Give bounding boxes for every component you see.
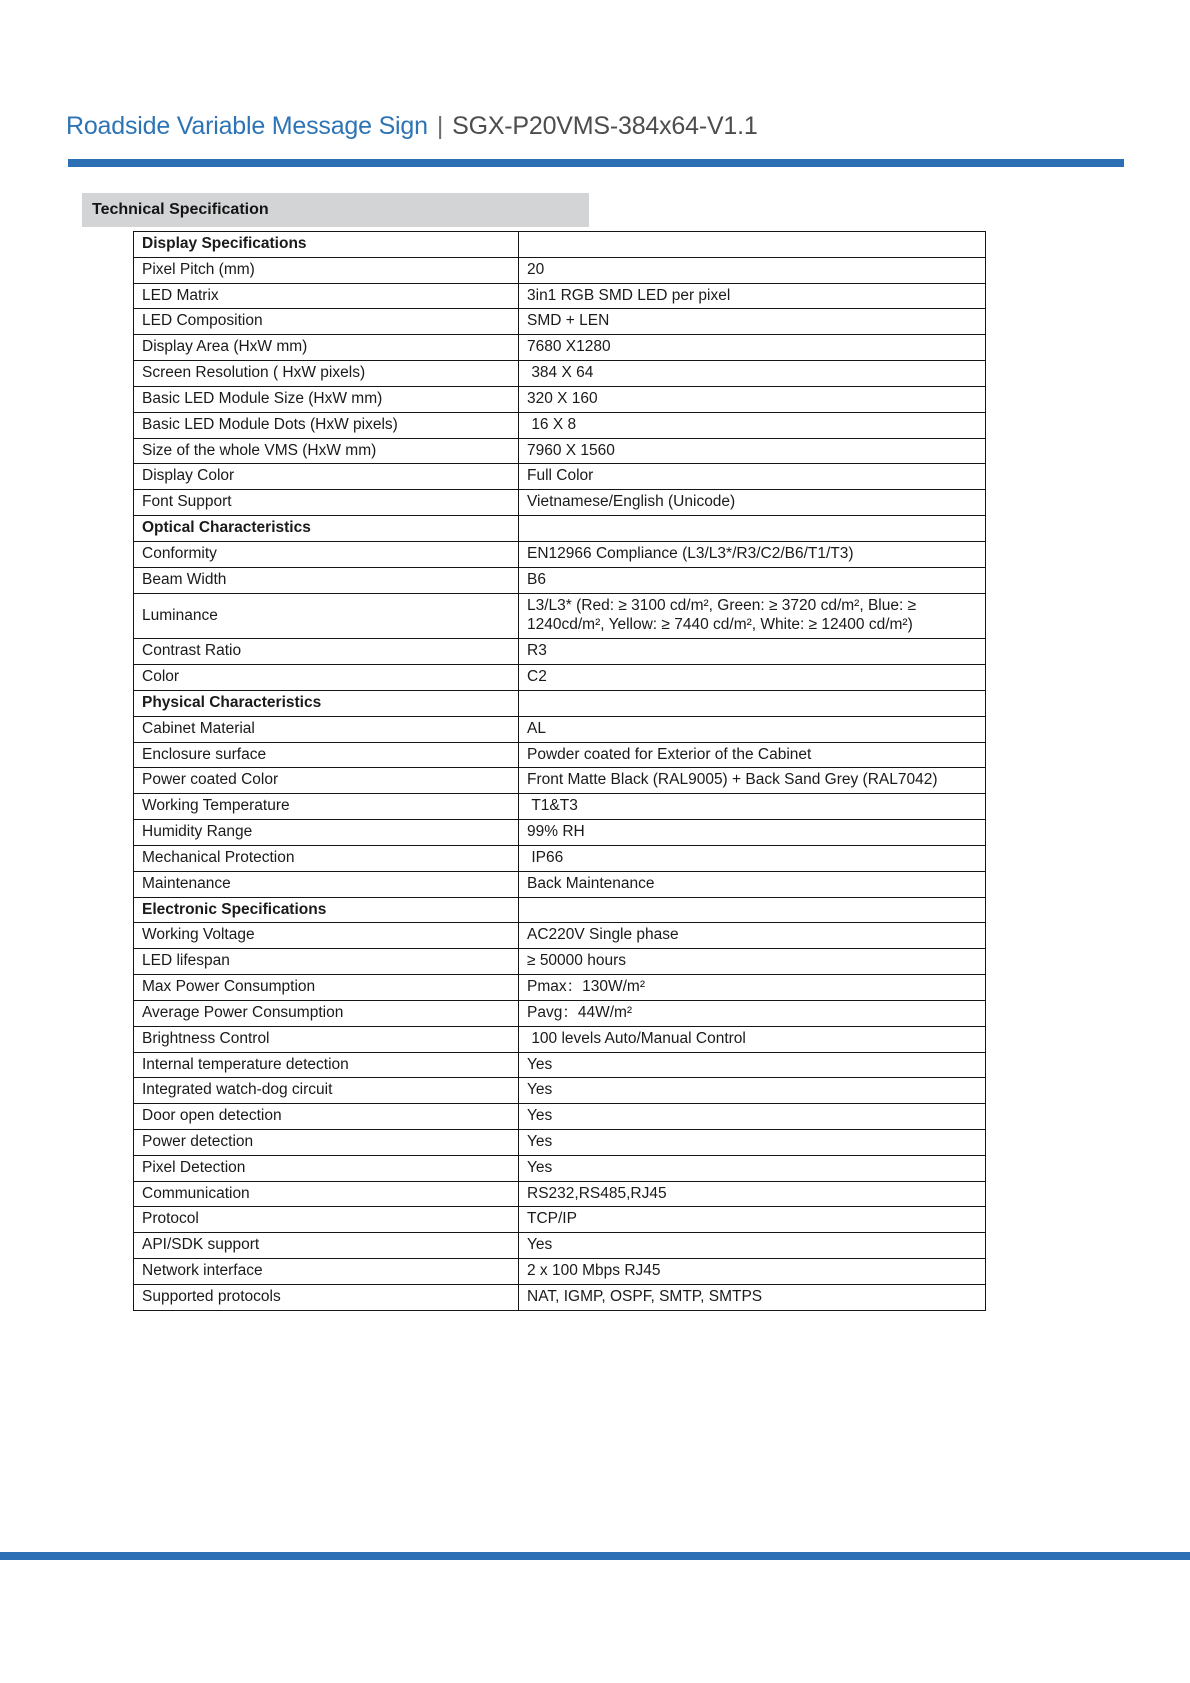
table-row [134,768,986,794]
spec-label: Maintenance [134,871,519,897]
table-row [134,949,986,975]
header-rule [68,159,1124,167]
table-row [134,257,986,283]
spec-value [519,232,986,258]
spec-value: Vietnamese/English (Unicode) [519,490,986,516]
table-row [134,1104,986,1130]
spec-value: IP66 [519,845,986,871]
spec-value [519,690,986,716]
table-row [134,283,986,309]
spec-value: RS232,RS485,RJ45 [519,1181,986,1207]
table-row [134,690,986,716]
spec-label: Contrast Ratio [134,639,519,665]
spec-value: 7680 X1280 [519,335,986,361]
spec-value: T1&T3 [519,794,986,820]
spec-label: Internal temperature detection [134,1052,519,1078]
spec-table-body [134,232,986,1311]
spec-label: Mechanical Protection [134,845,519,871]
spec-label: Physical Characteristics [134,690,519,716]
spec-value: Pmax：130W/m² [519,975,986,1001]
spec-value: NAT, IGMP, OSPF, SMTP, SMTPS [519,1284,986,1310]
table-row [134,464,986,490]
table-row [134,1078,986,1104]
spec-label: Power detection [134,1129,519,1155]
page-title [66,112,1126,141]
section-header-bar [82,193,589,227]
spec-table [133,231,986,1311]
spec-value: AC220V Single phase [519,923,986,949]
spec-label: Color [134,665,519,691]
table-row [134,897,986,923]
table-row [134,567,986,593]
spec-label: Communication [134,1181,519,1207]
spec-label: API/SDK support [134,1233,519,1259]
spec-value: 7960 X 1560 [519,438,986,464]
spec-label: Power coated Color [134,768,519,794]
footer-rule [0,1552,1190,1560]
spec-value: Pavg：44W/m² [519,1000,986,1026]
spec-value: Back Maintenance [519,871,986,897]
spec-value: EN12966 Compliance (L3/L3*/R3/C2/B6/T1/T3) [519,541,986,567]
table-row [134,1026,986,1052]
spec-value [519,516,986,542]
spec-value: Yes [519,1104,986,1130]
spec-label: Average Power Consumption [134,1000,519,1026]
spec-label: Protocol [134,1207,519,1233]
spec-label: LED Composition [134,309,519,335]
table-row [134,845,986,871]
spec-value: 16 X 8 [519,412,986,438]
table-row [134,1052,986,1078]
table-row [134,1259,986,1285]
spec-value: Powder coated for Exterior of the Cabinet [519,742,986,768]
table-row [134,1207,986,1233]
spec-label: Luminance [134,593,519,639]
table-row [134,820,986,846]
table-row [134,1000,986,1026]
table-row [134,975,986,1001]
table-row [134,232,986,258]
table-row [134,309,986,335]
spec-label: Integrated watch-dog circuit [134,1078,519,1104]
spec-value: 100 levels Auto/Manual Control [519,1026,986,1052]
spec-label: LED lifespan [134,949,519,975]
spec-value: C2 [519,665,986,691]
spec-label: Display Specifications [134,232,519,258]
table-row [134,516,986,542]
table-row [134,923,986,949]
spec-value: TCP/IP [519,1207,986,1233]
spec-value: ≥ 50000 hours [519,949,986,975]
spec-value: Front Matte Black (RAL9005) + Back Sand Grey (RAL7042) [519,768,986,794]
spec-label: Working Temperature [134,794,519,820]
table-row [134,742,986,768]
table-row [134,361,986,387]
table-row [134,1181,986,1207]
spec-label: LED Matrix [134,283,519,309]
spec-value: 99% RH [519,820,986,846]
table-row [134,871,986,897]
spec-value: Full Color [519,464,986,490]
section-header-label: Technical Specification [92,201,269,218]
table-row [134,438,986,464]
title-separator: | [436,112,444,140]
spec-label: Display Area (HxW mm) [134,335,519,361]
spec-value [519,897,986,923]
spec-label: Working Voltage [134,923,519,949]
table-row [134,665,986,691]
table-row [134,639,986,665]
table-row [134,794,986,820]
spec-label: Optical Characteristics [134,516,519,542]
spec-value: 3in1 RGB SMD LED per pixel [519,283,986,309]
spec-value: 320 X 160 [519,386,986,412]
spec-label: Network interface [134,1259,519,1285]
spec-label: Brightness Control [134,1026,519,1052]
table-row [134,716,986,742]
table-row [134,1233,986,1259]
spec-label: Enclosure surface [134,742,519,768]
spec-label: Conformity [134,541,519,567]
spec-label: Door open detection [134,1104,519,1130]
spec-label: Screen Resolution ( HxW pixels) [134,361,519,387]
spec-value: Yes [519,1052,986,1078]
product-title: Roadside Variable Message Sign [66,112,428,140]
spec-label: Pixel Detection [134,1155,519,1181]
spec-label: Supported protocols [134,1284,519,1310]
table-row [134,541,986,567]
spec-value: R3 [519,639,986,665]
spec-value: Yes [519,1233,986,1259]
spec-label: Cabinet Material [134,716,519,742]
spec-value: Yes [519,1129,986,1155]
table-row [134,593,986,639]
table-row [134,1284,986,1310]
spec-label: Size of the whole VMS (HxW mm) [134,438,519,464]
spec-label: Font Support [134,490,519,516]
table-row [134,490,986,516]
table-row [134,1155,986,1181]
spec-label: Max Power Consumption [134,975,519,1001]
spec-label: Humidity Range [134,820,519,846]
spec-value: SMD + LEN [519,309,986,335]
spec-value: L3/L3* (Red: ≥ 3100 cd/m², Green: ≥ 3720 cd/m², Blue: ≥ 1240cd/m², Yellow: ≥ 7440 cd/m², White: ≥ 12400 cd/m²) [519,593,986,639]
spec-value: 2 x 100 Mbps RJ45 [519,1259,986,1285]
spec-label: Display Color [134,464,519,490]
spec-label: Beam Width [134,567,519,593]
spec-label: Basic LED Module Size (HxW mm) [134,386,519,412]
spec-value: B6 [519,567,986,593]
table-row [134,412,986,438]
spec-value: AL [519,716,986,742]
spec-label: Basic LED Module Dots (HxW pixels) [134,412,519,438]
spec-value: 384 X 64 [519,361,986,387]
table-row [134,1129,986,1155]
spec-label: Pixel Pitch (mm) [134,257,519,283]
table-row [134,386,986,412]
spec-value: Yes [519,1078,986,1104]
spec-value: Yes [519,1155,986,1181]
spec-value: 20 [519,257,986,283]
spec-label: Electronic Specifications [134,897,519,923]
table-row [134,335,986,361]
model-number: SGX-P20VMS-384x64-V1.1 [452,112,758,140]
